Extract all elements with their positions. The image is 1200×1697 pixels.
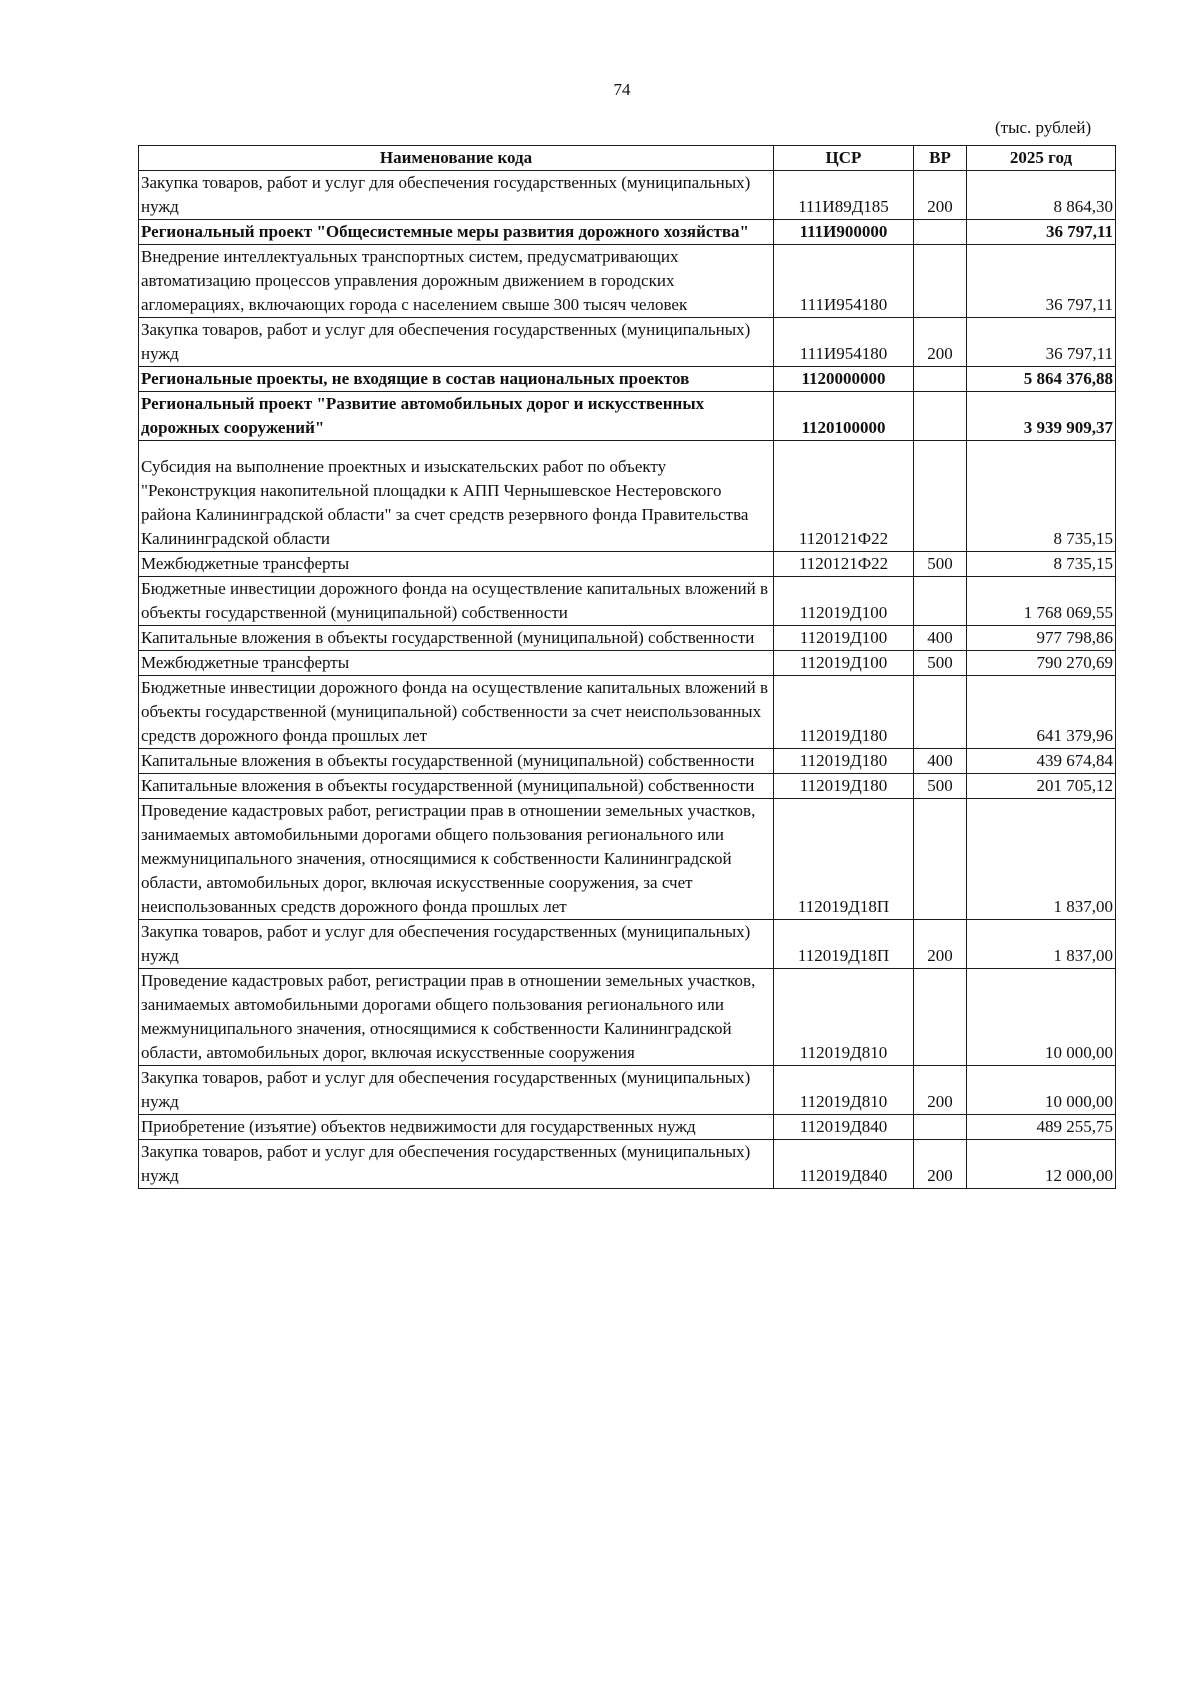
code-cell: 112019Д100 [774,626,914,651]
vr-cell: 400 [914,749,967,774]
amount-cell: 36 797,11 [967,245,1116,318]
name-cell: Региональный проект "Развитие автомобильных дорог и искусственных дорожных сооружений" [139,392,774,441]
vr-cell: 500 [914,651,967,676]
vr-cell [914,392,967,441]
amount-cell: 439 674,84 [967,749,1116,774]
vr-cell: 200 [914,171,967,220]
name-cell: Закупка товаров, работ и услуг для обеспечения государственных (муниципальных) нужд [139,1140,774,1189]
header-vr: ВР [914,146,967,171]
table-row [139,171,1116,220]
vr-cell: 500 [914,552,967,577]
vr-cell [914,1115,967,1140]
vr-cell [914,799,967,920]
name-cell: Внедрение интеллектуальных транспортных систем, предусматривающих автоматизацию процессов управления дорожным движением в городских агломерациях, включающих города с населением свыше 300 тысяч человек [139,245,774,318]
amount-cell: 12 000,00 [967,1140,1116,1189]
code-cell: 112019Д180 [774,774,914,799]
code-cell: 112019Д840 [774,1115,914,1140]
name-cell: Капитальные вложения в объекты государственной (муниципальной) собственности [139,749,774,774]
name-cell: Капитальные вложения в объекты государственной (муниципальной) собственности [139,626,774,651]
name-cell: Закупка товаров, работ и услуг для обеспечения государственных (муниципальных) нужд [139,920,774,969]
table-row [139,1140,1116,1189]
vr-cell: 200 [914,920,967,969]
name-cell: Бюджетные инвестиции дорожного фонда на осуществление капитальных вложений в объекты государственной (муниципальной) собственности за счет неиспользованных средств дорожного фонда прошлых лет [139,676,774,749]
amount-cell: 10 000,00 [967,969,1116,1066]
amount-cell: 3 939 909,37 [967,392,1116,441]
vr-cell: 400 [914,626,967,651]
amount-cell: 8 735,15 [967,552,1116,577]
units-label: (тыс. рублей) [995,118,1092,137]
name-cell: Закупка товаров, работ и услуг для обеспечения государственных (муниципальных) нужд [139,318,774,367]
amount-cell: 1 837,00 [967,799,1116,920]
amount-cell: 1 768 069,55 [967,577,1116,626]
name-cell: Субсидия на выполнение проектных и изыскательских работ по объекту "Реконструкция накопительной площадки к АПП Чернышевское Нестеровского района Калининградской области" за счет средств резервного фонда Правительства Калининградской области [139,441,774,552]
amount-cell: 1 837,00 [967,920,1116,969]
table-row [139,441,1116,552]
code-cell: 112019Д18П [774,920,914,969]
table-row [139,577,1116,626]
table-header-row [139,146,1116,171]
page-number: 74 [613,80,631,99]
table-row [139,220,1116,245]
amount-cell: 8 864,30 [967,171,1116,220]
table-row [139,749,1116,774]
amount-cell: 10 000,00 [967,1066,1116,1115]
vr-cell [914,969,967,1066]
budget-table [138,145,1116,1189]
vr-cell: 200 [914,318,967,367]
name-cell: Закупка товаров, работ и услуг для обеспечения государственных (муниципальных) нужд [139,1066,774,1115]
vr-cell: 500 [914,774,967,799]
name-cell: Приобретение (изъятие) объектов недвижимости для государственных нужд [139,1115,774,1140]
vr-cell [914,676,967,749]
amount-cell: 36 797,11 [967,220,1116,245]
name-cell: Региональный проект "Общесистемные меры развития дорожного хозяйства" [139,220,774,245]
table-row [139,651,1116,676]
table-row [139,1115,1116,1140]
name-cell: Проведение кадастровых работ, регистрации прав в отношении земельных участков, занимаемых автомобильными дорогами общего пользования регионального или межмуниципального значения, относящимися к собственности Калининградской области, автомобильных дорог, включая искусственные сооружения, за счет неиспользованных средств дорожного фонда прошлых лет [139,799,774,920]
table-row [139,799,1116,920]
code-cell: 112019Д810 [774,969,914,1066]
amount-cell: 790 270,69 [967,651,1116,676]
table-row [139,367,1116,392]
code-cell: 1120121Ф22 [774,441,914,552]
name-cell: Региональные проекты, не входящие в состав национальных проектов [139,367,774,392]
vr-cell [914,220,967,245]
code-cell: 112019Д180 [774,676,914,749]
table-row [139,245,1116,318]
amount-cell: 489 255,75 [967,1115,1116,1140]
table-row [139,920,1116,969]
table-body [139,171,1116,1189]
code-cell: 1120121Ф22 [774,552,914,577]
code-cell: 112019Д18П [774,799,914,920]
amount-cell: 8 735,15 [967,441,1116,552]
vr-cell [914,577,967,626]
header-amount: 2025 год [967,146,1116,171]
code-cell: 111И954180 [774,245,914,318]
code-cell: 111И954180 [774,318,914,367]
name-cell: Закупка товаров, работ и услуг для обеспечения государственных (муниципальных) нужд [139,171,774,220]
header-name: Наименование кода [139,146,774,171]
name-cell: Бюджетные инвестиции дорожного фонда на осуществление капитальных вложений в объекты государственной (муниципальной) собственности [139,577,774,626]
code-cell: 112019Д100 [774,577,914,626]
code-cell: 112019Д810 [774,1066,914,1115]
code-cell: 111И900000 [774,220,914,245]
vr-cell: 200 [914,1140,967,1189]
amount-cell: 201 705,12 [967,774,1116,799]
code-cell: 1120000000 [774,367,914,392]
table-row [139,969,1116,1066]
header-code: ЦСР [774,146,914,171]
name-cell: Межбюджетные трансферты [139,651,774,676]
code-cell: 112019Д100 [774,651,914,676]
table-row [139,626,1116,651]
name-cell: Межбюджетные трансферты [139,552,774,577]
vr-cell [914,245,967,318]
amount-cell: 36 797,11 [967,318,1116,367]
vr-cell: 200 [914,1066,967,1115]
table-row [139,552,1116,577]
amount-cell: 977 798,86 [967,626,1116,651]
code-cell: 1120100000 [774,392,914,441]
code-cell: 111И89Д185 [774,171,914,220]
code-cell: 112019Д180 [774,749,914,774]
table-row [139,676,1116,749]
code-cell: 112019Д840 [774,1140,914,1189]
amount-cell: 641 379,96 [967,676,1116,749]
table-row [139,318,1116,367]
amount-cell: 5 864 376,88 [967,367,1116,392]
name-cell: Проведение кадастровых работ, регистрации прав в отношении земельных участков, занимаемых автомобильными дорогами общего пользования регионального или межмуниципального значения, относящимися к собственности Калининградской области, автомобильных дорог, включая искусственные сооружения [139,969,774,1066]
table-row [139,774,1116,799]
name-cell: Капитальные вложения в объекты государственной (муниципальной) собственности [139,774,774,799]
vr-cell [914,367,967,392]
table-row [139,1066,1116,1115]
table-row [139,392,1116,441]
vr-cell [914,441,967,552]
